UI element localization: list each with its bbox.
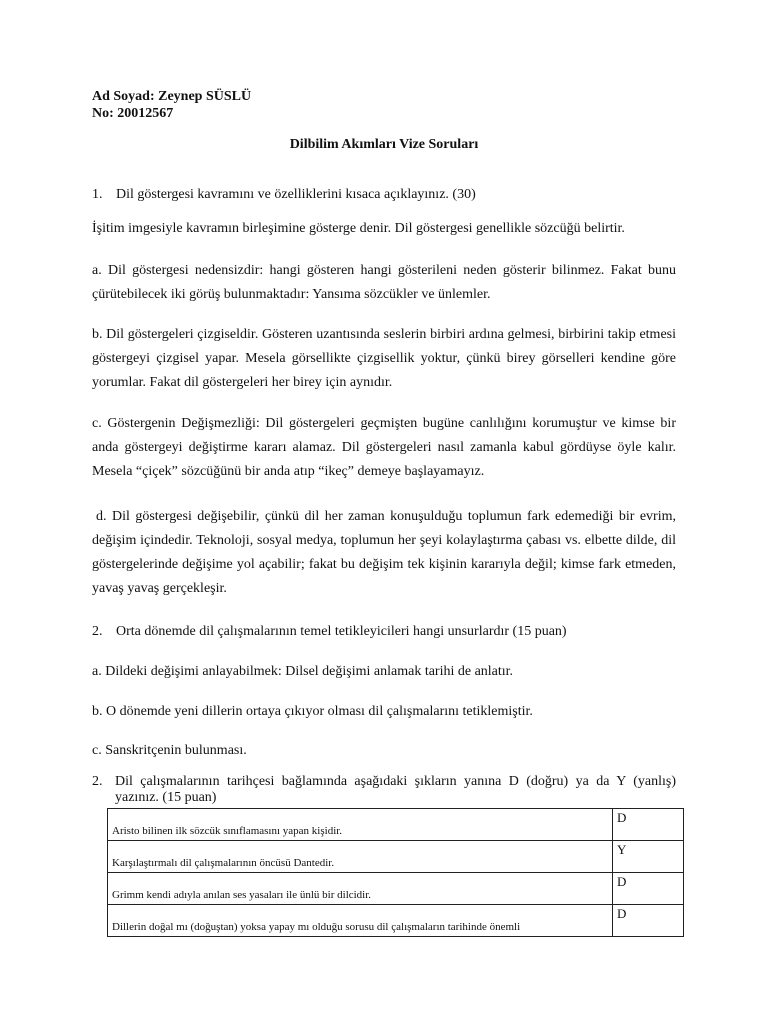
- true-false-table: [107, 808, 684, 937]
- student-name: Ad Soyad: Zeynep SÜSLÜ: [92, 89, 252, 104]
- question-1-text: Dil göstergesi kavramını ve özelliklerini kısaca açıklayınız. (30): [116, 187, 476, 202]
- answer-1-intro: İşitim imgesiyle kavramın birleşimine gösterge denir. Dil göstergesi genellikle sözcüğü belirtir.: [92, 221, 625, 236]
- question-2: [92, 620, 676, 644]
- table-row: [108, 905, 684, 937]
- answer-2-item-c: c. Sanskritçenin bulunması.: [92, 743, 247, 758]
- question-2-number: 2.: [92, 624, 103, 639]
- answer-1-item-b: b. Dil göstergeleri çizgiseldir. Gösteren uzantısında seslerin birbiri ardına gelmesi, birbirini takip etmesi göstergeyi çizgisel yapar. Mesela görsellikte çizgisellik yoktur, çünkü birey görselleri kendine göre yorumlar. Fakat dil göstergeleri her birey için aynıdır.: [92, 327, 676, 390]
- question-3: [92, 774, 676, 806]
- question-1: [92, 183, 676, 207]
- question-3-number: 2.: [92, 774, 103, 789]
- question-2-text: Orta dönemde dil çalışmalarının temel tetikleyicileri hangi unsurlardır (15 puan): [116, 624, 567, 639]
- answer-cell: Y: [613, 841, 684, 873]
- answer-cell: D: [613, 809, 684, 841]
- answer-1-item-c: c. Göstergenin Değişmezliği: Dil göstergeleri geçmişten bugüne canlılığını korumuştur ve kimse bir anda göstergeyi değiştirme kararı alamaz. Dil göstergeleri nasıl zamanla kabul gördüyse öyle kalır. Mesela “çiçek” sözcüğünü bir anda atıp “ikeç” demeye başlayamayız.: [92, 416, 676, 479]
- table-row: [108, 841, 684, 873]
- answer-1-item-a: a. Dil göstergesi nedensizdir: hangi gösteren hangi gösterileni neden gösterir bilinmez. Fakat bunu çürütebilecek iki görüş bulunmaktadır: Yansıma sözcükler ve ünlemler.: [92, 263, 676, 302]
- question-3-text: Dil çalışmalarının tarihçesi bağlamında aşağıdaki şıkların yanına D (doğru) ya da Y (yanlış) yazınız. (15 puan): [115, 774, 676, 805]
- answer-cell: D: [613, 873, 684, 905]
- statement-cell: Dillerin doğal mı (doğuştan) yoksa yapay mı olduğu sorusu dil çalışmaların tarihinde önemli: [108, 905, 613, 937]
- student-number: No: 20012567: [92, 106, 174, 121]
- table-row: [108, 809, 684, 841]
- exam-title: Dilbilim Akımları Vize Soruları: [289, 137, 479, 152]
- statement-cell: Karşılaştırmalı dil çalışmalarının öncüsü Dantedir.: [108, 841, 613, 873]
- question-1-number: 1.: [92, 187, 103, 202]
- answer-1-item-d: d. Dil göstergesi değişebilir, çünkü dil her zaman konuşulduğu toplumun fark edemediği bir evrim, değişim içindedir. Teknoloji, sosyal medya, toplumun her şeyi kolaylaştırma çabası vs. elbette dilde, dil göstergelerinde değişime yol açabilir; fakat bu değişim tek kişinin kararıyla değil; kimse fark etmeden, yavaş yavaş gerçekleşir.: [92, 509, 676, 596]
- statement-cell: Grimm kendi adıyla anılan ses yasaları ile ünlü bir dilcidir.: [108, 873, 613, 905]
- table-row: [108, 873, 684, 905]
- answer-cell: D: [613, 905, 684, 937]
- statement-cell: Aristo bilinen ilk sözcük sınıflamasını yapan kişidir.: [108, 809, 613, 841]
- answer-2-item-b: b. O dönemde yeni dillerin ortaya çıkıyor olması dil çalışmalarını tetiklemiştir.: [92, 704, 533, 719]
- answer-2-item-a: a. Dildeki değişimi anlayabilmek: Dilsel değişimi anlamak tarihi de anlatır.: [92, 664, 514, 679]
